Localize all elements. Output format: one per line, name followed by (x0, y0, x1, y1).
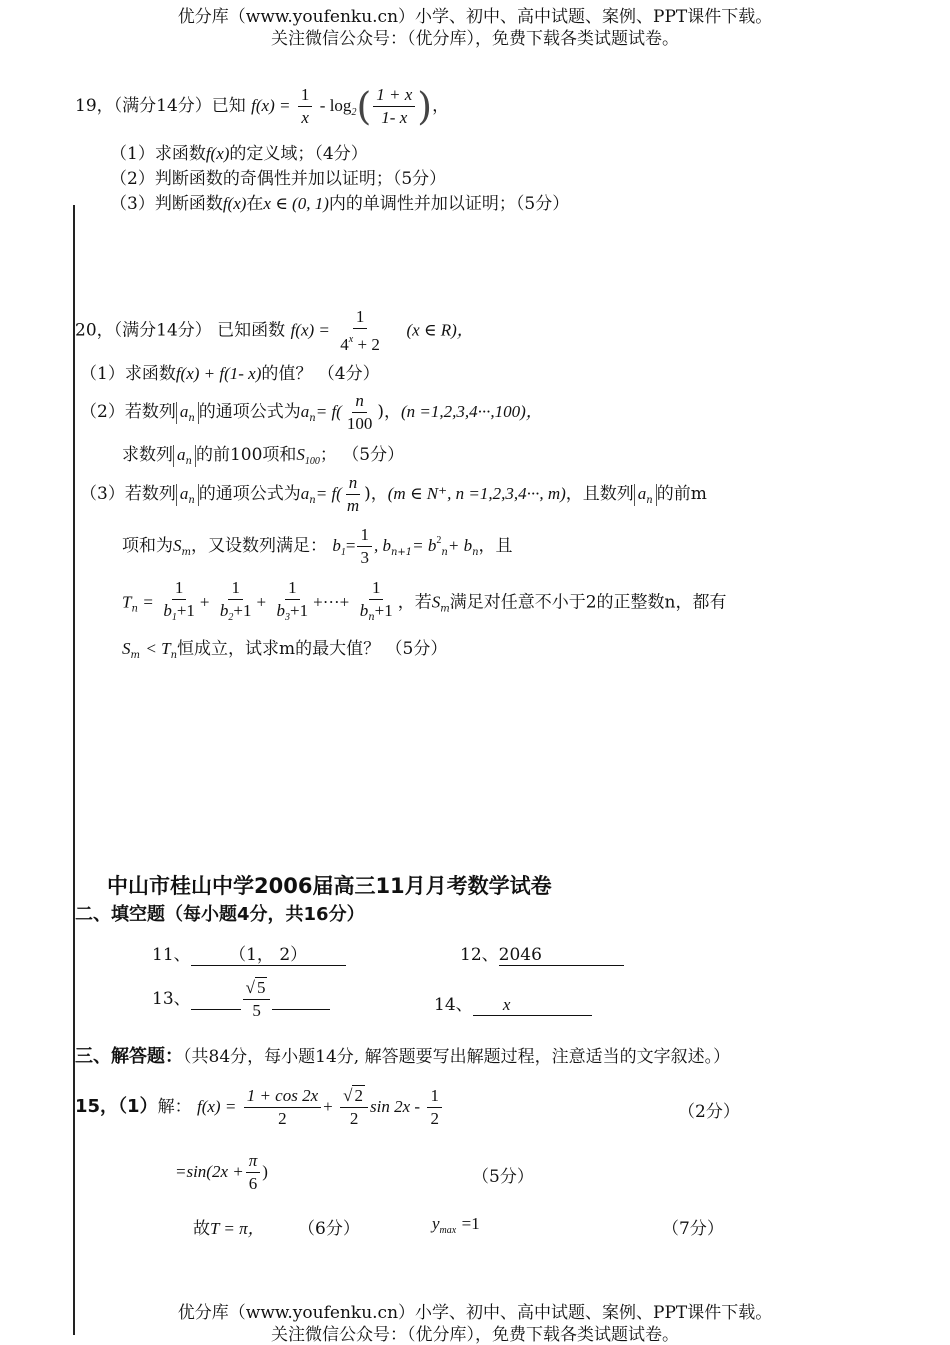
answer-15-line-1: 15，（1）解： f(x) = $\frac{1 + \cos 2x}{2}$ + $\frac{√ 2}{2}$ sin 2x - $\frac{1}{2}$ (75, 1085, 444, 1130)
question-20-part-3d: $S_m < T_n$恒成立，试求m的最大值？ （5分） (122, 639, 448, 661)
question-19-part-2: （2）判断函数的奇偶性并加以证明；（5分） (110, 169, 447, 189)
question-20-part-1: （1）求函数f(x) + f(1- x)的值？ （4分） (80, 364, 380, 384)
section-3-heading: 三、解答题：（共84分，每小题14分, 解答题要写出解题过程，注意适当的文字叙述。） (75, 1046, 731, 1067)
answer-15-score-1: （2分） (678, 1102, 740, 1122)
question-20-part-3c: $T_n$ = $\frac{1}{b_1+1}$ + $\frac{1}{b_2+1}$ + $\frac{1}{b_3+1}$ +···+ $\frac{1}{b_n+1}$ ，若$S_m$满足对任意不小于2的正整数n，都有 (122, 578, 727, 623)
question-20-part-2b: 求数列 $a_n$ 的前100项和$S_{100}$； （5分） (122, 445, 405, 467)
answer-15-line-2: =sin(2x + $\frac{\pi}{6}$ ) (175, 1151, 268, 1193)
answer-15-ymax: $y_{max} =1$ (432, 1214, 480, 1236)
answer-12: 12、2046 (460, 940, 624, 966)
answer-15-score-4: （7分） (662, 1219, 724, 1239)
footer-line-2: 关注微信公众号：（优分库），免费下载各类试题试卷。 (271, 1325, 679, 1345)
header-line-2: 关注微信公众号：（优分库），免费下载各类试题试卷。 (271, 29, 679, 49)
answer-11: 11、 （1， 2） (152, 940, 346, 966)
answer-15-score-2: （5分） (472, 1167, 534, 1187)
question-19-part-3: （3）判断函数f(x)在x ∈ (0, 1)内的单调性并加以证明；（5分） (110, 194, 570, 214)
answer-15-line-3: 故T = π， (193, 1219, 265, 1239)
question-20-stem: 20，（满分14分） 已知函数 f(x) = $\frac{1}{4^x + 2}$ (x ∈ R)， (75, 307, 474, 354)
section-2-heading: 二、填空题（每小题4分，共16分） (75, 904, 365, 925)
answer-15-score-3: （6分） (298, 1219, 360, 1239)
header-line-1: 优分库（www.youfenku.cn）小学、初中、高中试题、案例、PPT课件下载。 (177, 7, 773, 27)
margin-line (73, 205, 75, 1335)
answer-title: 中山市桂山中学2006届高三11月月考数学试卷 (107, 874, 552, 898)
question-20-part-3b: 项和为$S_m$，又设数列满足： $b_1=$ $\frac{1}{3}$ , $b_{n+1}= b^2_n+ b_n$，且 (122, 525, 513, 567)
question-20-part-3: （3）若数列 $a_n$ 的通项公式为$a_n= f$( $\frac{n}{m}$ )，(m ∈ N⁺, n =1,2,3,4···, m)，且数列 $a_n$ 的前m (80, 473, 707, 515)
footer-line-1: 优分库（www.youfenku.cn）小学、初中、高中试题、案例、PPT课件下载。 (177, 1303, 773, 1323)
answer-13: 13、 $\frac{√ 5}{5}$ (152, 977, 330, 1022)
question-20-part-2: （2）若数列 $a_n$ 的通项公式为$a_n= f$( $\frac{n}{100}$ )，(n =1,2,3,4···,100)， (80, 391, 543, 433)
question-19-part-1: （1）求函数f(x)的定义域；（4分） (110, 144, 368, 164)
question-19-stem: 19，（满分14分）已知 f(x) = $\frac{1}{x}$ - $\log_2$( $\frac{1 + x}{1- x}$ )， (75, 84, 450, 129)
answer-14: 14、 x (434, 990, 592, 1016)
